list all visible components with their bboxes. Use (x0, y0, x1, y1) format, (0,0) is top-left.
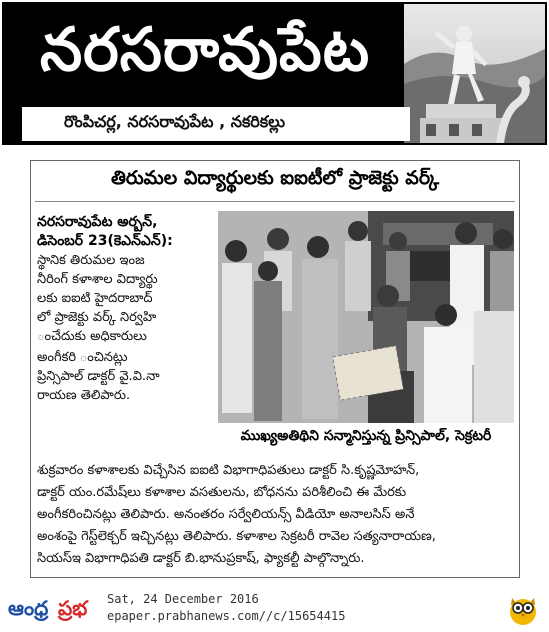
ceremony-photo (218, 211, 514, 423)
column-text-line: లో ప్రాజెక్టు వర్క్ నిర్వహి (37, 310, 157, 325)
article-headline: తిరుమల విద్యార్థులకు ఐఐటీలో ప్రాజెక్టు వర్క్ (110, 167, 440, 189)
column-text-line: లకు ఐఐటి హైదరాబాద్ (37, 291, 153, 306)
publication-date: Sat, 24 December 2016 (107, 592, 259, 606)
column-text-line: రాయణ తెలిపారు. (37, 388, 131, 403)
column-text-line: అంగీకరి ంచినట్లు (37, 350, 128, 365)
masthead-subtitle: రొంపిచర్ల, నరసరావుపేట , నకరికల్లు (64, 112, 286, 131)
headline-divider (35, 201, 515, 202)
column-text-line: ప్రిన్సిపాల్ డాక్టర్ వై.వి.నా (37, 369, 160, 384)
masthead-statue-photo (404, 4, 545, 143)
body-text-line: శుక్రవారం కళాశాలకు విచ్చేసిన ఐఐటి విభాగాధిపతులు డాక్టర్ సి.కృష్ణమోహన్, (37, 463, 420, 478)
photo-caption: ముఖ్యఅతిథిని సన్మానిస్తున్న ప్రిన్సిపాల్, సెక్రటరీ (218, 423, 514, 449)
statue-image (404, 4, 545, 143)
masthead-title: నరసరావుపేట (40, 15, 371, 85)
news-photo (218, 211, 514, 423)
column-text-line: ంచేదుకు అధికారులు (37, 329, 147, 344)
svg-text:ఆంధ్ర: ఆంధ్ర (8, 596, 49, 620)
body-text-line: సియస్‌ఇ విభాగాధిపతి డాక్టర్ బి.భానుప్రకాష్, ఫ్యాకల్టీ పాల్గొన్నారు. (37, 551, 365, 566)
body-text-line: అంశంపై గెస్ట్‌లెక్చర్ ఇచ్చినట్లు తెలిపారు. కళాశాల సెక్రటరీ రావెల సత్యనారాయణ, (37, 529, 436, 544)
logo-wordmark-image (8, 591, 100, 623)
andhraprabha-logo (8, 591, 100, 623)
body-text-line: అంగీకరించినట్లు తెలిపారు. అనంతరం సర్వేలియన్స్ వీడియో అనాలసిస్ అనే (37, 507, 415, 522)
article-dateline (37, 213, 217, 251)
body-text-line: డాక్టర్ యం.రమేష్‌లు కళాశాల వసతులను, బోధనను పరిశీలించి ఈ మేరకు (37, 485, 407, 500)
masthead (2, 2, 547, 145)
epaper-url[interactable]: epaper.prabhanews.com//c/15654415 (107, 609, 346, 623)
news-article (30, 160, 520, 578)
svg-text:ప్రభ: ప్రభ (58, 596, 88, 620)
dateline-place: నరసరావుపేట అర్బన్, (37, 214, 158, 230)
owl-mascot-icon (508, 592, 538, 626)
column-text-line: స్థానిక తిరుమల ఇంజ (37, 253, 145, 268)
masthead-subtitle-bar (22, 107, 410, 141)
dateline-date: డిసెంబర్ 23(కెఎన్ఎన్): (37, 233, 173, 249)
column-text-line: నీరింగ్ కళాశాల విద్యార్థు (37, 272, 158, 287)
